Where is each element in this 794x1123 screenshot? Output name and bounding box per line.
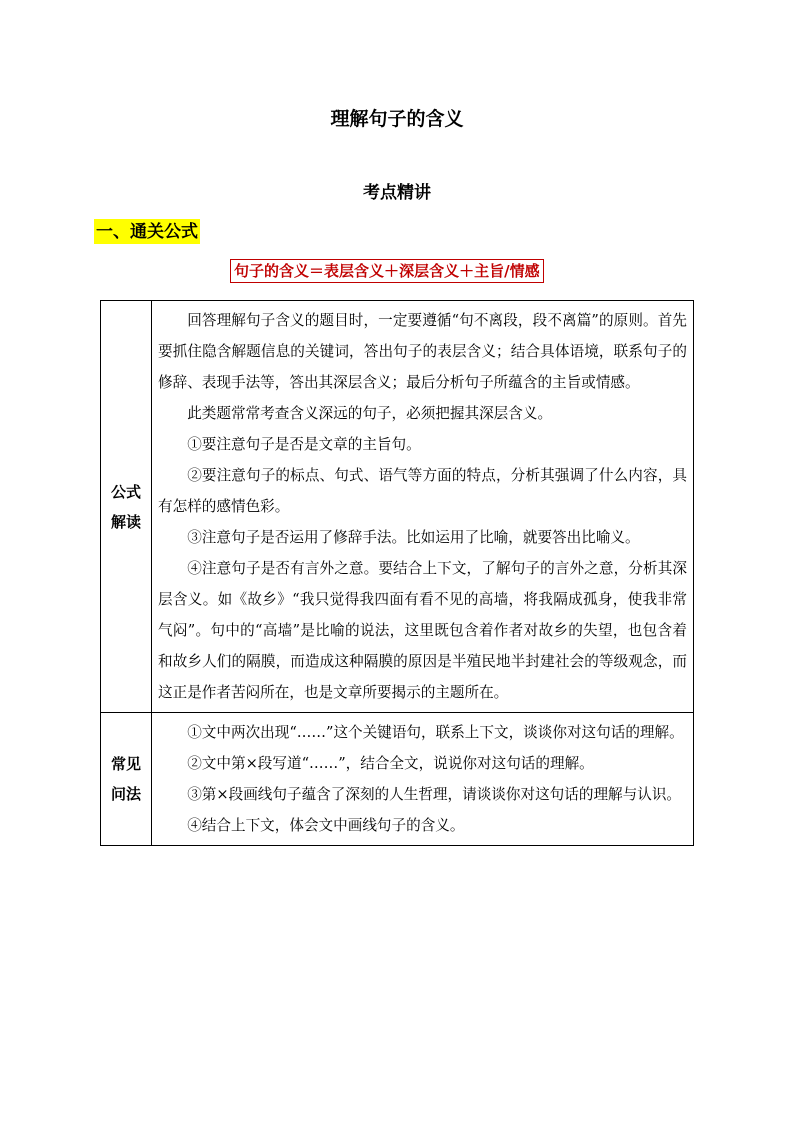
paragraph: 回答理解句子含义的题目时，一定要遵循“句不离段，段不离篇”的原则。首先要抓住隐含解题信息的关键词，答出句子的表层含义；结合具体语境，联系句子的修辞、表现手法等，答出其深层含义；最后分析句子所蕴含的主旨或情感。 bbox=[158, 312, 687, 391]
table-row bbox=[101, 713, 694, 846]
row-label-line: 常见 bbox=[110, 755, 141, 773]
row-label-line: 问法 bbox=[110, 785, 141, 803]
row-content-formula-interpretation bbox=[152, 301, 694, 713]
formula-part-sentence-meaning: 句子的含义 bbox=[234, 262, 310, 280]
paragraph: ①文中两次出现“……”这个关键语句，联系上下文，谈谈你对这句话的理解。 bbox=[187, 724, 684, 741]
formula-plus: ＋ bbox=[384, 262, 400, 280]
page-title: 理解句子的含义 bbox=[330, 108, 464, 130]
row-label-formula-interpretation bbox=[101, 301, 152, 713]
paragraph: ④注意句子是否有言外之意。要结合上下文，了解句子的言外之意，分析其深层含义。如《故乡》“我只觉得我四面有看不见的高墙，将我隔成孤身，使我非常气闷”。句中的“高墙”是比喻的说法，这里既包含着作者对故乡的失望，也包含着和故乡人们的隔膜，而造成这种隔膜的原因是半殖民地半封建社会的等级观念，而这正是作者苦闷所在，也是文章所要揭示的主题所在。 bbox=[158, 560, 687, 701]
content-table bbox=[100, 300, 694, 846]
section-subtitle: 考点精讲 bbox=[363, 183, 431, 203]
formula-part-deep-meaning: 深层含义 bbox=[399, 262, 460, 280]
row-content-common-questions bbox=[152, 713, 694, 846]
formula-part-surface-meaning: 表层含义 bbox=[324, 262, 385, 280]
paragraph: ②要注意句子的标点、句式、语气等方面的特点，分析其强调了什么内容，具有怎样的感情色彩。 bbox=[158, 467, 687, 515]
paragraph: ④结合上下文，体会文中画线句子的含义。 bbox=[187, 817, 465, 834]
row-label-line: 解读 bbox=[110, 512, 141, 531]
table-row bbox=[101, 301, 694, 713]
paragraph: ③第×段画线句子蕴含了深刻的人生哲理，请谈谈你对这句话的理解与认识。 bbox=[187, 786, 682, 803]
section-heading: 一、通关公式 bbox=[94, 219, 200, 244]
formula-plus: ＋ bbox=[459, 262, 475, 280]
row-label-line: 公式 bbox=[110, 482, 141, 501]
formula-box bbox=[230, 259, 544, 283]
paragraph: 此类题常常考查含义深远的句子，必须把握其深层含义。 bbox=[187, 405, 553, 422]
paragraph: ②文中第×段写道“……”，结合全文，说说你对这句话的理解。 bbox=[187, 755, 594, 772]
paragraph: ①要注意句子是否是文章的主旨句。 bbox=[187, 436, 421, 453]
formula-equals: ＝ bbox=[309, 262, 325, 280]
paragraph: ③注意句子是否运用了修辞手法。比如运用了比喻，就要答出比喻义。 bbox=[187, 529, 640, 546]
formula-part-theme-emotion: 主旨/情感 bbox=[474, 262, 540, 280]
row-label-common-questions bbox=[101, 713, 152, 846]
